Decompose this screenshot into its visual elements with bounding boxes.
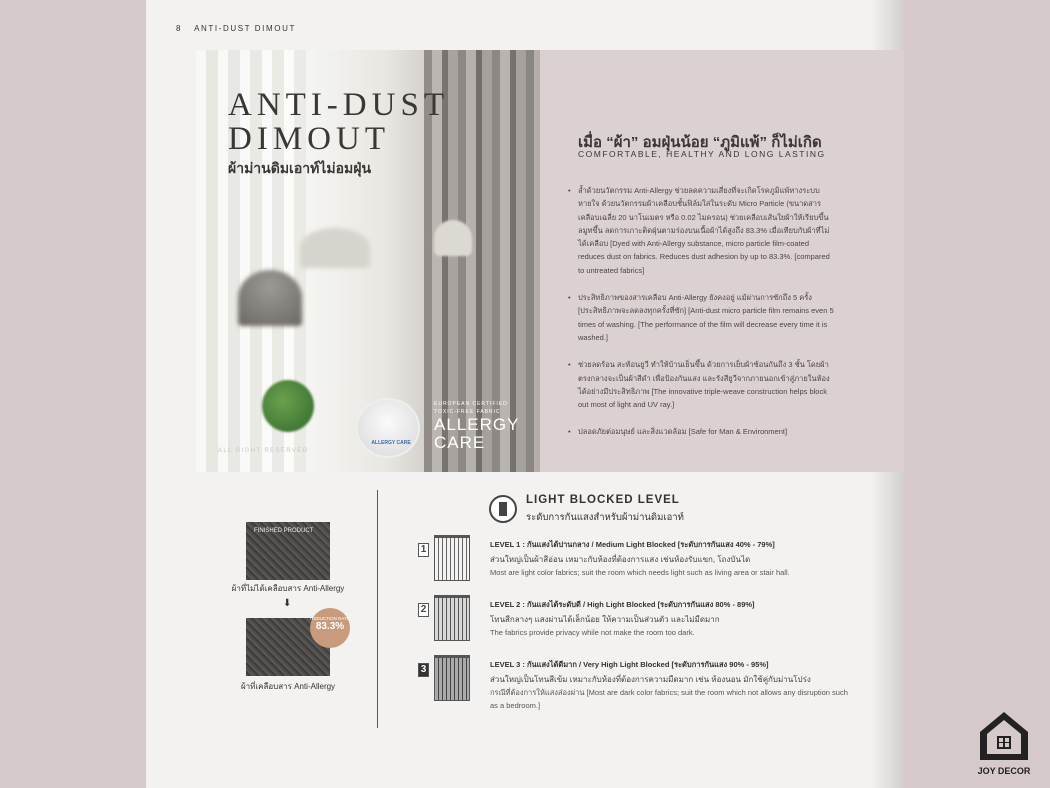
level-number-badge: 3: [418, 663, 429, 677]
pendant-lamp-image: [300, 228, 370, 268]
fabric-comparison: [196, 490, 376, 730]
allergy-care-title: ALLERGY CARE: [434, 415, 520, 452]
uncoated-caption: ผ้าที่ไม่ได้เคลือบสาร Anti-Allergy: [231, 584, 345, 593]
logo-text: JOY DECOR: [977, 766, 1031, 776]
level-description-english: The fabrics provide privacy while not make the room too dark.: [490, 628, 695, 637]
joy-decor-logo: [974, 708, 1034, 780]
light-blocked-subtitle: ระดับการกันแสงสำหรับผ้าม่านดิมเอาท์: [526, 512, 684, 523]
reduction-rate-badge: [310, 608, 350, 648]
light-blocked-icon: [489, 495, 517, 523]
level-title: LEVEL 1 : กันแสงได้ปานกลาง / Medium Light Blocked [ระดับการกันแสง 40% - 79%]: [490, 540, 775, 549]
page-number: 8: [176, 24, 183, 33]
page-header: [176, 24, 296, 33]
panel-subheading: COMFORTABLE, HEALTHY AND LONG LASTING: [578, 149, 826, 159]
curtain-level-1-icon: [434, 535, 470, 581]
house-icon: [978, 710, 1030, 762]
level-description-thai: ส่วนใหญ่เป็นผ้าสีอ่อน เหมาะกับห้องที่ต้องการแสง เช่นห้องรับแขก, โถงบันได: [490, 555, 751, 564]
level-description-thai: โทนสีกลางๆ แสงผ่านได้เล็กน้อย ให้ความเป็นส่วนตัว และไม่มืดมาก: [490, 615, 720, 624]
reduction-rate-label: REDUCTION RATE: [310, 616, 350, 621]
feature-bullet: • ล้ำด้วยนวัตกรรม Anti-Allergy ช่วยลดความเสี่ยงที่จะเกิดโรคภูมิแพ้ทางระบบหายใจ ด้วยนวัตกรรมผ้าเคลือบชั้นฟิล์มใสในระดับ Micro Particle (ขนาดสารเคลือบเฉลี่ย 20 นาโนเมตร หรือ 0.02 ไมครอน) ช่วยเคลือบเส้นใยผ้าให้เรียบขึ้น ลมูทขึ้น ลดการเกาะติดฝุ่นตามร่องบนเนื้อผ้าได้สูงถึง 83.3% เมื่อเทียบกับผ้าที่ไม่ได้เคลือบ [Dyed with Anti-Allergy substance, micro particle film-coated reduces dust on fabrics. Reduces dust adhesion by up to 83.3%. [compared to untreated fabrics]: [568, 184, 836, 277]
feature-bullet: • ปลอดภัยต่อมนุษย์ และสิ่งแวดล้อม [Safe for Man & Environment]: [568, 425, 836, 438]
feature-bullet: • ช่วยลดร้อน สะท้อนยูวี ทำให้บ้านเย็นขึ้น ด้วยการเย็บผ้าซ้อนกันถึง 3 ชั้น โดยผ้าตรงกลางจะเป็นผ้าสีดำ เพื่อป้องกันแสง และรังสียูวีจากภายนอกเข้าสู่ภายในห้องได้อย่างมีประสิทธิภาพ [The innovative triple-weave construction helps block out most of light and UV ray.]: [568, 358, 836, 411]
level-description-english: กรณีที่ต้องการให้แสงส่องผ่าน [Most are dark color fabrics; suit the room which not allows any disruption such as a bedroom.]: [490, 688, 848, 710]
panel-heading: เมื่อ “ผ้า” อมฝุ่นน้อย “ภูมิแพ้” ก็ไม่เกิด: [578, 134, 822, 151]
curtain-level-3-icon: [434, 655, 470, 701]
feature-panel: [540, 50, 904, 472]
hero-title: ANTI-DUST DIMOUT: [228, 87, 449, 157]
reduction-rate-value: 83.3%: [315, 621, 345, 632]
pendant-lamp-image: [238, 270, 302, 326]
finished-product-tag: FINISHED PRODUCT: [254, 528, 314, 534]
curtain-level-2-icon: [434, 595, 470, 641]
feature-list: [568, 184, 836, 453]
feature-bullet: • ประสิทธิภาพของสารเคลือบ Anti-Allergy ยังคงอยู่ แม้ผ่านการซักถึง 5 ครั้ง [ประสิทธิภาพจะลดลงทุกครั้งที่ซัก] [Anti-dust micro particle film remains even 5 times of washing. [The performance of the film will decrease every time it is washed.]: [568, 291, 836, 344]
uncoated-fabric-swatch: [246, 522, 330, 580]
certification-caption: EUROPEAN CERTIFIED TOXIC-FREE FABRIC: [434, 401, 508, 415]
plant-image: [262, 380, 314, 432]
level-title: LEVEL 3 : กันแสงได้ดีมาก / Very High Light Blocked [ระดับการกันแสง 90% - 95%]: [490, 660, 769, 669]
rights-notice: ALL RIGHT RESERVED: [218, 448, 309, 454]
level-description-english: Most are light color fabrics; suit the room which needs light such as living area or stair hall.: [490, 568, 790, 577]
section-divider: [377, 490, 378, 728]
hero-photo: [196, 50, 540, 472]
level-title: LEVEL 2 : กันแสงได้ระดับดี / High Light Blocked [ระดับการกันแสง 80% - 89%]: [490, 600, 755, 609]
coated-caption: ผ้าที่เคลือบสาร Anti-Allergy: [240, 682, 336, 691]
badge-label: ALLERGY CARE: [371, 440, 411, 446]
light-blocked-title: LIGHT BLOCKED LEVEL: [526, 494, 680, 506]
pendant-lamp-image: [434, 220, 472, 256]
section-title: ANTI-DUST DIMOUT: [194, 24, 296, 33]
hero-subtitle: ผ้าม่านดิมเอาท์ไม่อมฝุ่น: [228, 160, 372, 176]
level-number-badge: 1: [418, 543, 429, 557]
level-description-thai: ส่วนใหญ่เป็นโทนสีเข้ม เหมาะกับห้องที่ต้องการความมืดมาก เช่น ห้องนอน มักใช้คู่กับม่านโปร่ง: [490, 675, 811, 684]
level-number-badge: 2: [418, 603, 429, 617]
arrow-down-icon: ⬇: [283, 598, 292, 609]
allergy-care-badge: [356, 398, 420, 458]
